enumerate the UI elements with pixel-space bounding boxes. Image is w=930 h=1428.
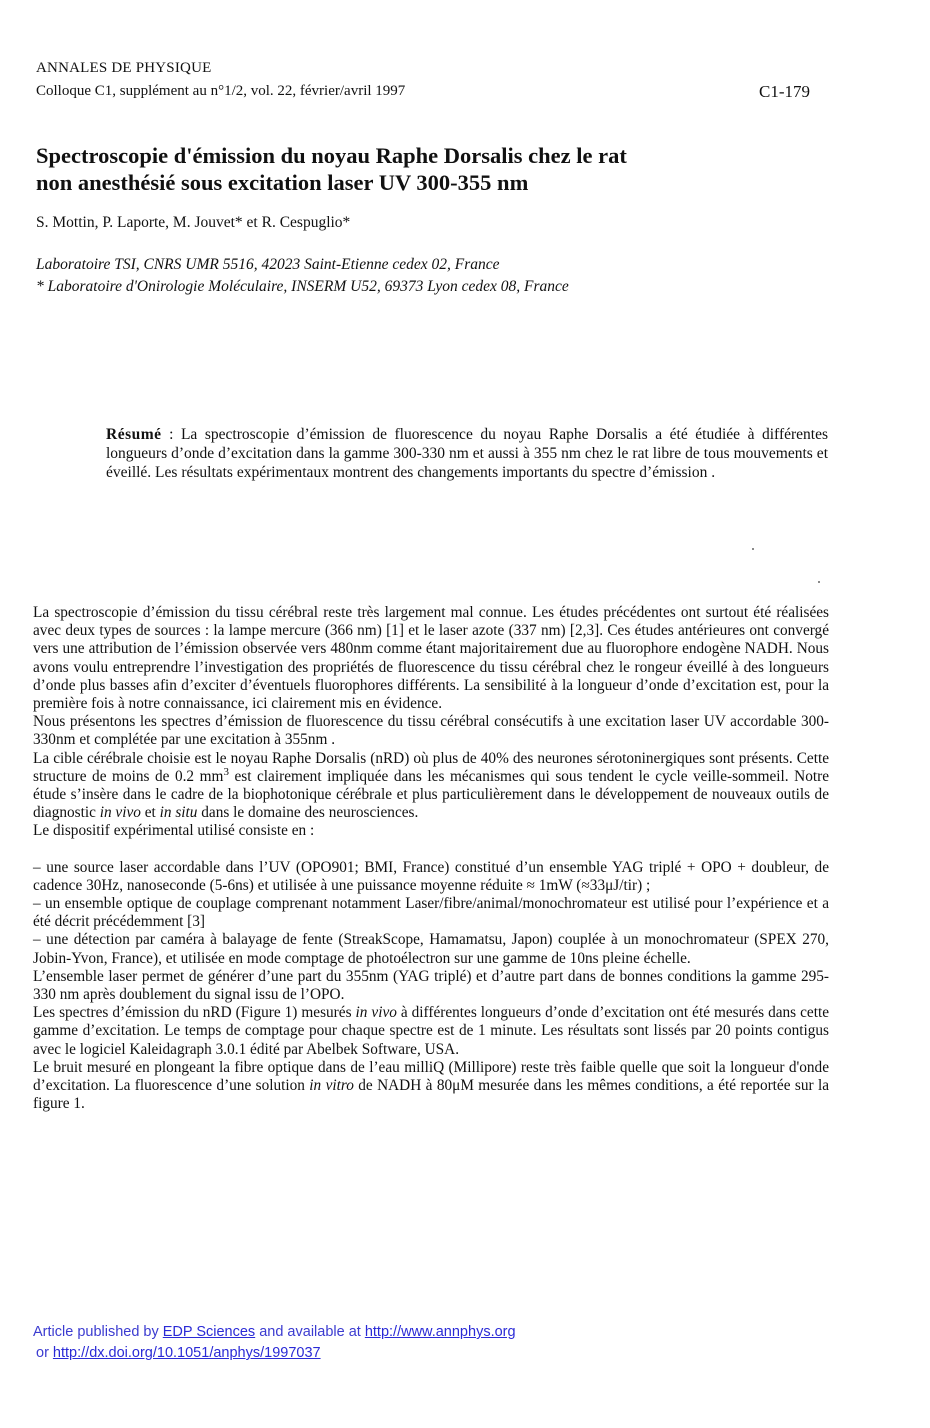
p3-text-c: et [140,804,160,822]
p3-text-a: La cible cérébrale choisie est le noyau Raphe Dorsalis (nRD) où plus de 40% des neurones sérotoninergiques sont présents. Cette structure de moins de 0.2 mm [33,749,829,785]
paragraph-measurement [33,1004,829,1059]
footer-middle: and available at [255,1324,365,1340]
title-line-2: non anesthésié sous excitation laser UV 300-355 nm [36,170,529,195]
footer-doi [36,1345,321,1361]
journal-url-link[interactable]: http://www.annphys.org [364,1324,516,1340]
spacer [33,841,829,859]
affiliation-2: * Laboratoire d'Onirologie Moléculaire, INSERM U52, 69373 Lyon cedex 08, France [36,278,569,295]
p6-text-b: à différentes longueurs d’onde d’excitation ont été mesurés dans cette gamme d’excitation. Le temps de comptage pour chaque spectre est de 1 minute. Les résultats sont lissés par 20 points contigus avec le logiciel Kaleidagraph 3.0.1 édité par Abelbek Software, USA. [33,1004,829,1058]
journal-name: ANNALES DE PHYSIQUE [36,60,212,76]
paragraph-noise [33,1059,829,1114]
scan-speck [752,548,754,550]
doi-link[interactable]: http://dx.doi.org/10.1051/anphys/1997037 [52,1345,321,1361]
page-number: C1-179 [759,82,810,101]
list-item-detection: – une détection par caméra à balayage de fente (StreakScope, Hamamatsu, Japon) couplée à un monochromateur (SPEX 270, Jobin-Yvon, France), et utilisée en mode comptage de photoélectron sur une gamme de 10ns pleine échelle. [33,931,829,967]
p3-text-b: est clairement impliquée dans les mécanismes qui sous tendent le cycle veille-sommeil. Notre étude s’insère dans le cadre de la biophotonique cérébrale et plus particulièrement dans le développement de nouveaux outils de diagnostic [33,767,829,822]
p3-text-d: dans le domaine des neurosciences. [197,804,419,822]
p7-text-b: de NADH à 80μM mesurée dans les mêmes conditions, a été reportée sur la figure 1. [33,1077,829,1113]
paragraph-laser: L’ensemble laser permet de générer d’une part du 355nm (YAG triplé) et d’autre part dans de bonnes conditions la gamme 295-330 nm après doublement du signal issu de l’OPO. [33,967,829,1004]
paper-title [36,142,856,196]
body-text [33,604,829,1113]
abstract-text: : La spectroscopie d’émission de fluorescence du noyau Raphe Dorsalis a été étudiée à différentes longueurs d’onde d’excitation dans la gamme 300-330 nm et aussi à 355 nm chez le rat libre de tous mouvements et éveillé. Les résultats expérimentaux montrent des changements importants du spectre d’émission . [106,426,828,481]
abstract [106,425,828,482]
p3-italic-invivo: in vivo [99,804,141,822]
p6-italic-invivo: in vivo [355,1004,397,1022]
scan-speck [818,581,820,583]
abstract-label: Résumé [106,426,162,443]
p7-italic-invitro: in vitro [309,1077,354,1095]
list-item-optics: – un ensemble optique de couplage comprenant notamment Laser/fibre/animal/monochromateur est utilisé pour l’expérience et a été décrit précédemment [3] [33,895,829,931]
paragraph-setup: Le dispositif expérimental utilisé consiste en : [33,822,315,840]
title-line-1: Spectroscopie d'émission du noyau Raphe Dorsalis chez le rat [36,143,627,168]
author-list: S. Mottin, P. Laporte, M. Jouvet* et R. Cespuglio* [36,214,351,231]
p3-superscript: 3 [223,765,229,778]
footer-publication [33,1324,516,1340]
paragraph-spectra: Nous présentons les spectres d’émission de fluorescence du tissu cérébral consécutifs à une excitation laser UV accordable 300-330nm et complétée par une excitation à 355nm . [33,713,829,749]
affiliation-1: Laboratoire TSI, CNRS UMR 5516, 42023 Saint-Etienne cedex 02, France [36,256,500,273]
p3-italic-insitu: in situ [159,804,198,822]
p6-text-a: Les spectres d’émission du nRD (Figure 1) mesurés [33,1004,356,1022]
footer-or: or [36,1345,53,1361]
paragraph-target [33,750,829,823]
colloque-info: Colloque C1, supplément au n°1/2, vol. 22, février/avril 1997 [36,83,406,99]
p7-text-a: Le bruit mesuré en plongeant la fibre optique dans de l’eau milliQ (Millipore) reste très faible quelle que soit la longueur d'onde d’excitation. La fluorescence d’une solution [33,1058,829,1095]
footer-prefix: Article published by [33,1324,163,1340]
list-item-laser: – une source laser accordable dans l’UV (OPO901; BMI, France) constitué d’un ensemble YAG triplé + OPO + doubleur, de cadence 30Hz, nanoseconde (5-6ns) et utilisée à une puissance moyenne réduite ≈ 1mW (≈33μJ/tir) ; [33,858,829,894]
paragraph-intro: La spectroscopie d’émission du tissu cérébral reste très largement mal connue. Les études précédentes ont surtout été réalisées avec deux types de sources : la lampe mercure (366 nm) [1] et le laser azote (337 nm) [2,3]. Ces études antérieures ont convergé vers une attribution de l’émission observée vers 480nm comme étant majoritairement due au fluorophore endogène NADH. Nous avons voulu entreprendre l’investigation des propriétés de fluorescence du tissu cérébral chez le rongeur éveillé à des longueurs d’onde plus basses afin d’exciter d’éventuels fluorophores différents. La sensibilité à la longueur d’onde d’excitation est, pour la première fois à notre connaissance, ici clairement mis en évidence. [33,604,829,713]
publisher-link[interactable]: EDP Sciences [162,1324,256,1340]
